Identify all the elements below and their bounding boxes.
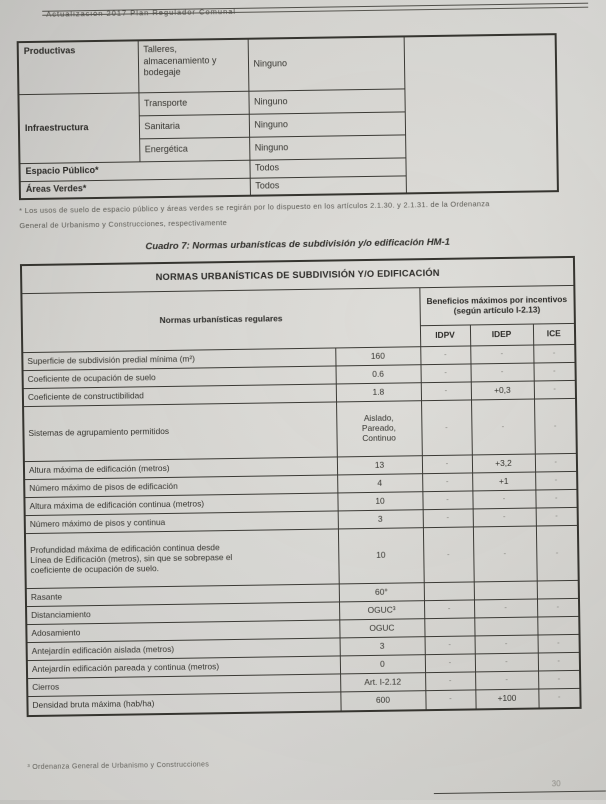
cell-empty	[404, 34, 558, 193]
right-header: Beneficios máximos por incentivos (según artículo I-2.13)	[419, 285, 575, 325]
cell-idep: +0,3	[471, 381, 534, 400]
cell-category: Áreas Verdes*	[20, 178, 250, 199]
cell-label: Altura máxima de edificación continua (metros)	[24, 493, 337, 516]
table-row	[23, 398, 577, 461]
cell-value: Ninguno	[248, 88, 404, 113]
cell-idpv: -	[423, 527, 474, 583]
cell-value: 160	[335, 347, 420, 366]
cell-ice	[537, 580, 579, 599]
cell-idpv: -	[424, 600, 474, 619]
cell-value: Todos	[250, 175, 406, 195]
norms-table-title: NORMAS URBANÍSTICAS DE SUBDIVISIÓN Y/O EDIFICACIÓN	[21, 257, 574, 294]
cell-value: Art. I-2.12	[340, 673, 425, 692]
cell-ice: -	[538, 688, 580, 708]
cell-label: Adosamiento	[26, 620, 339, 643]
cell-idpv: -	[423, 509, 473, 528]
cell-idpv: -	[425, 690, 475, 710]
cell-idep: -	[470, 363, 533, 382]
cell-label: Superficie de subdivisión predial mínima (m²)	[22, 348, 335, 371]
cell-idpv: -	[422, 491, 472, 510]
cell-idep: -	[474, 599, 537, 618]
cell-ice: -	[535, 489, 577, 508]
norms-table	[20, 256, 582, 717]
table-row	[25, 525, 579, 588]
cell-idep: -	[472, 490, 535, 509]
left-header: Normas urbanísticas regulares	[21, 288, 420, 353]
cell-value: 4	[337, 474, 422, 493]
cell-idpv: -	[422, 473, 472, 492]
cell-idep	[474, 581, 537, 600]
cell-value: 600	[340, 691, 425, 711]
cell-idpv: -	[425, 636, 475, 655]
cell-label: Antejardín edificación pareada y continua (metros)	[27, 656, 340, 679]
cell-idep: -	[473, 526, 537, 582]
table-caption: Cuadro 7: Normas urbanísticas de subdivisión y/o edificación HM-1	[145, 236, 451, 253]
cell-ice: -	[534, 380, 576, 399]
cell-label: Antejardín edificación aislada (metros)	[27, 638, 340, 661]
cell-idep: -	[470, 345, 533, 364]
cell-ice: -	[536, 507, 578, 526]
cell-idep: -	[471, 399, 535, 455]
cell-value: 0.6	[335, 365, 420, 384]
cell-idpv	[424, 618, 474, 637]
cell-label: Coeficiente de ocupación de suelo	[23, 366, 336, 389]
page-header-text: Actualización 2017 Plan Regulador Comunal	[46, 6, 237, 19]
cell-subcategory: Transporte	[138, 91, 248, 116]
cell-idpv	[424, 582, 474, 601]
cell-idep: -	[475, 671, 538, 690]
cell-ice: -	[538, 634, 580, 653]
cell-value: 0	[340, 655, 425, 674]
cell-value: OGUC³	[339, 601, 424, 620]
cell-label: Profundidad máxima de edificación continua desde Línea de Edificación (metros), sin que se sobrepase el coeficiente de ocupación de suelo.	[25, 529, 339, 589]
cell-ice: -	[537, 598, 579, 617]
land-use-table	[17, 33, 559, 200]
cell-idep: -	[475, 635, 538, 654]
cell-ice: -	[534, 398, 577, 454]
cell-value: Ninguno	[249, 111, 405, 136]
cell-category: Infraestructura	[18, 92, 139, 163]
cell-value: 10	[338, 528, 424, 584]
cell-idep: +100	[475, 689, 538, 709]
cell-label: Rasante	[26, 584, 339, 607]
cell-idep: +1	[472, 472, 535, 491]
cell-label: Cierros	[27, 674, 340, 697]
cell-value: Todos	[249, 157, 405, 177]
cell-idpv: -	[425, 672, 475, 691]
column-header-idep: IDEP	[470, 324, 533, 346]
cell-subcategory: Sanitaria	[139, 114, 249, 139]
cell-label: Número máximo de pisos y continua	[25, 511, 338, 534]
cell-value: 60°	[339, 583, 424, 602]
cell-ice: -	[536, 525, 579, 581]
cell-ice: -	[535, 453, 577, 472]
cell-value: Ninguno	[249, 134, 405, 159]
column-header-ice: ICE	[533, 323, 575, 345]
cell-subcategory: Energética	[139, 137, 249, 162]
cell-value: 13	[337, 456, 422, 475]
cell-value: 3	[338, 510, 423, 529]
cell-value: 1.8	[336, 383, 421, 402]
bottom-rule	[434, 791, 606, 795]
cell-value: 10	[337, 492, 422, 511]
cell-idep	[474, 617, 537, 636]
cell-label: Densidad bruta máxima (hab/ha)	[27, 692, 340, 716]
cell-label: Altura máxima de edificación (metros)	[24, 457, 337, 480]
cell-value: 3	[340, 637, 425, 656]
cell-idpv: -	[422, 455, 472, 474]
cell-subcategory: Talleres, almacenamiento y bodegaje	[138, 39, 249, 93]
cell-idpv: -	[420, 346, 470, 365]
footnote-bottom: ³ Ordenanza General de Urbanismo y Construcciones	[27, 761, 210, 772]
cell-idpv: -	[421, 382, 471, 401]
cell-ice: -	[538, 670, 580, 689]
table-row	[18, 34, 557, 94]
cell-idpv: -	[425, 654, 475, 673]
cell-label: Coeficiente de constructibilidad	[23, 384, 336, 407]
footnote-top: * Los usos de suelo de espacio público y áreas verdes se regirán por lo dispuesto en los artículos 2.1.30. y 2.1.31. de la Ordenanza General de Urbanismo y Construcciones, respectivamente	[19, 199, 490, 231]
cell-value: Aislado, Pareado, Continuo	[336, 401, 422, 457]
page-number: 30	[551, 779, 561, 789]
cell-category: Productivas	[18, 40, 139, 94]
cell-idep: +3,2	[472, 454, 535, 473]
cell-value: OGUC	[339, 619, 424, 638]
cell-label: Sistemas de agrupamiento permitidos	[23, 402, 337, 462]
cell-ice: -	[535, 471, 577, 490]
cell-label: Distanciamiento	[26, 602, 339, 625]
cell-label: Número máximo de pisos de edificación	[24, 475, 337, 498]
column-header-idpv: IDPV	[420, 325, 470, 347]
cell-ice: -	[538, 652, 580, 671]
cell-idep: -	[473, 508, 536, 527]
cell-idpv: -	[421, 400, 472, 456]
cell-category: Espacio Público*	[19, 160, 249, 181]
cell-ice: -	[533, 362, 575, 381]
cell-idpv: -	[420, 364, 470, 383]
cell-ice	[537, 616, 579, 635]
cell-value: Ninguno	[248, 36, 405, 90]
cell-idep: -	[475, 653, 538, 672]
cell-ice: -	[533, 344, 575, 363]
